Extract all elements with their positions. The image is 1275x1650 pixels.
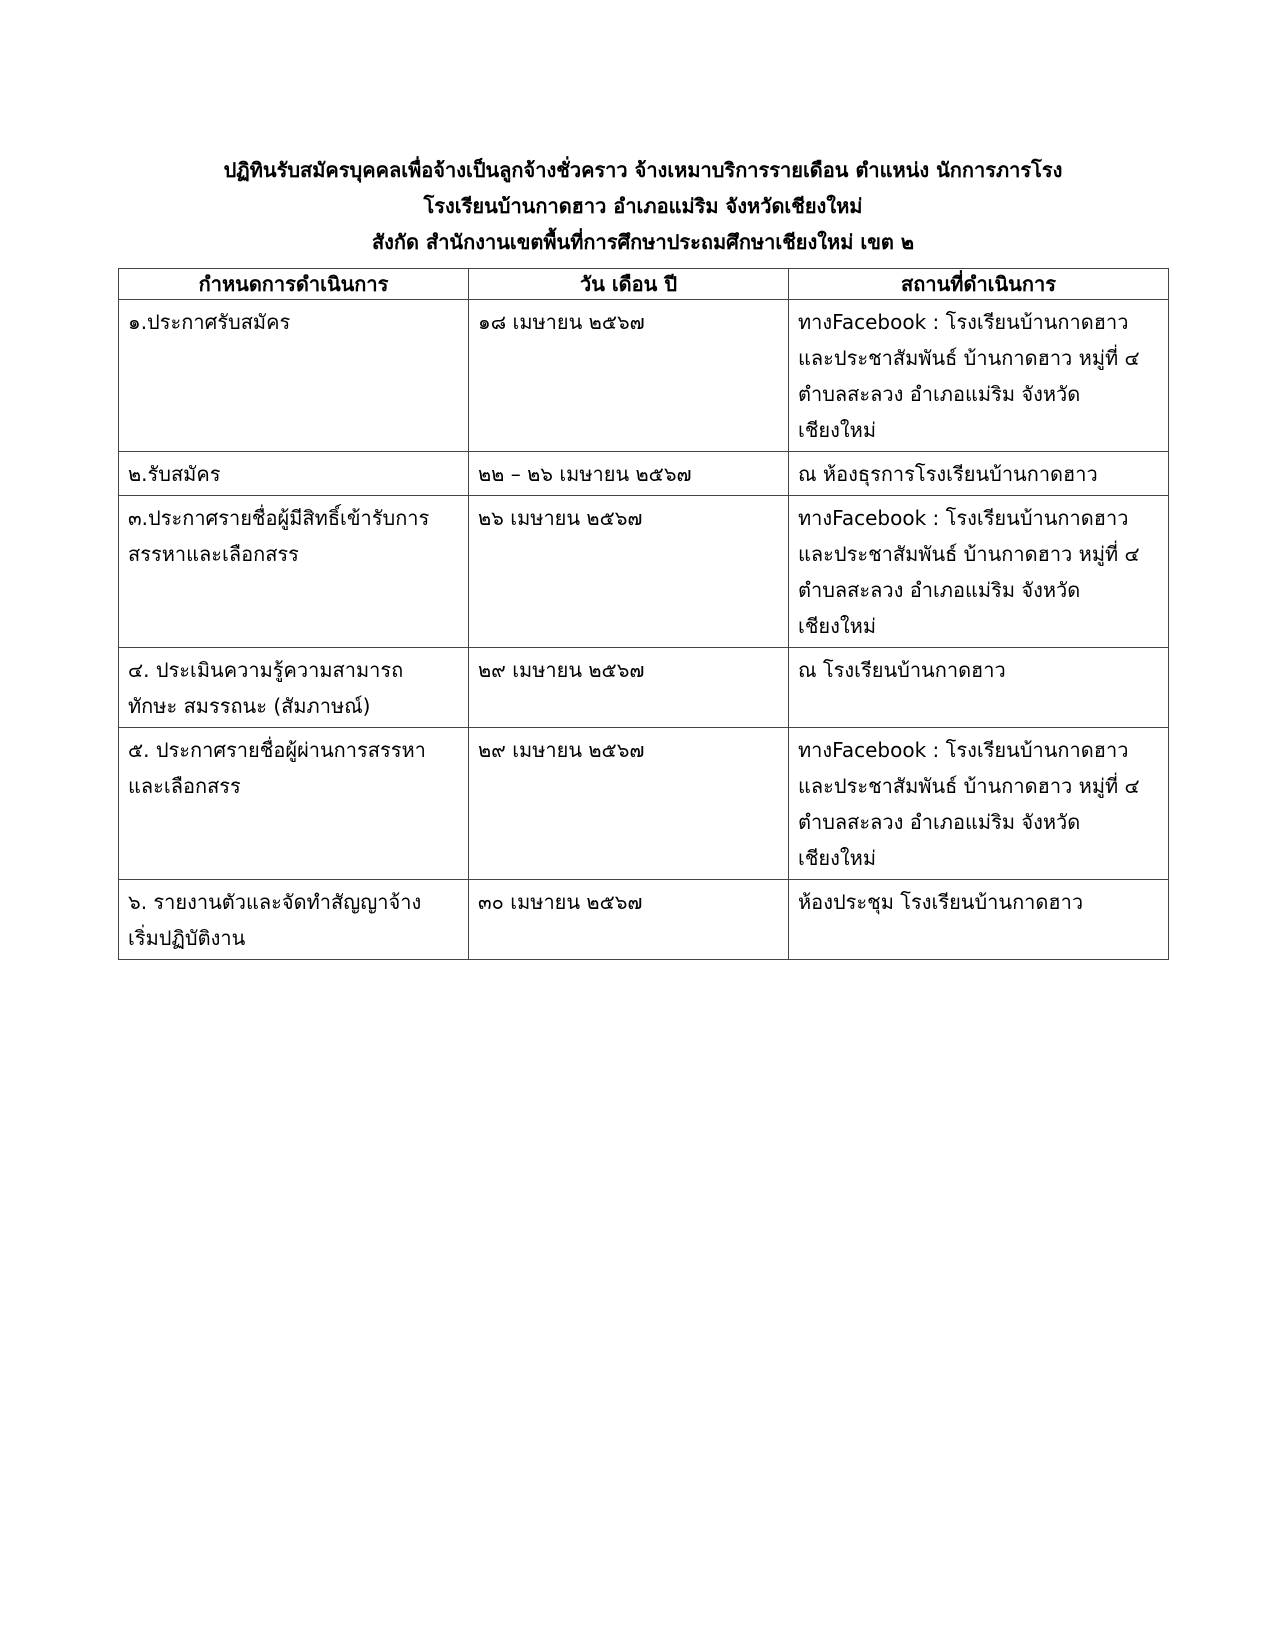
- activity-cell: [119, 300, 469, 452]
- schedule-table: [118, 268, 1169, 960]
- place-cell: [789, 728, 1169, 880]
- activity-cell: [119, 880, 469, 960]
- table-row: [119, 300, 1169, 452]
- place-line: เชียงใหม่: [798, 614, 877, 638]
- place-line: ณ ห้องธุรการโรงเรียนบ้านกาดฮาว: [798, 462, 1098, 486]
- column-header-activity: กำหนดการดำเนินการ: [119, 269, 469, 300]
- date-cell: ๓๐ เมษายน ๒๕๖๗: [469, 880, 789, 960]
- place-line: ทางFacebook : โรงเรียนบ้านกาดฮาว: [798, 506, 1129, 530]
- activity-line: สรรหาและเลือกสรร: [128, 542, 299, 566]
- activity-line: ๖. รายงานตัวและจัดทำสัญญาจ้าง: [128, 890, 422, 914]
- place-cell: [789, 452, 1169, 496]
- activity-cell: [119, 728, 469, 880]
- table-row: [119, 648, 1169, 728]
- activity-line: และเลือกสรร: [128, 774, 241, 798]
- activity-line: ๓.ประกาศรายชื่อผู้มีสิทธิ์เข้ารับการ: [128, 506, 430, 530]
- place-line: ตำบลสะลวง อำเภอแม่ริม จังหวัด: [798, 810, 1081, 834]
- activity-line: เริ่มปฏิบัติงาน: [128, 926, 246, 950]
- title-line-1: ปฏิทินรับสมัครบุคคลเพื่อจ้างเป็นลูกจ้างชั่วคราว จ้างเหมาบริการรายเดือน ตำแหน่ง นักการภารโรง: [223, 158, 1063, 182]
- column-header-place: สถานที่ดำเนินการ: [789, 269, 1169, 300]
- title-line-3: สังกัด สำนักงานเขตพื้นที่การศึกษาประถมศึกษาเชียงใหม่ เขต ๒: [371, 230, 915, 254]
- table-row: [119, 880, 1169, 960]
- activity-line: ทักษะ สมรรถนะ (สัมภาษณ์): [128, 694, 371, 718]
- place-line: ตำบลสะลวง อำเภอแม่ริม จังหวัด: [798, 382, 1081, 406]
- column-header-date: วัน เดือน ปี: [469, 269, 789, 300]
- activity-line: ๔. ประเมินความรู้ความสามารถ: [128, 658, 404, 682]
- table-row: [119, 496, 1169, 648]
- activity-line: ๕. ประกาศรายชื่อผู้ผ่านการสรรหา: [128, 738, 426, 762]
- place-line: เชียงใหม่: [798, 846, 877, 870]
- date-cell: ๒๖ เมษายน ๒๕๖๗: [469, 496, 789, 648]
- activity-cell: [119, 496, 469, 648]
- place-line: ณ โรงเรียนบ้านกาดฮาว: [798, 658, 1006, 682]
- date-cell: ๑๘ เมษายน ๒๕๖๗: [469, 300, 789, 452]
- date-cell: ๒๒ – ๒๖ เมษายน ๒๕๖๗: [469, 452, 789, 496]
- place-line: ห้องประชุม โรงเรียนบ้านกาดฮาว: [798, 890, 1084, 914]
- title-line-2: โรงเรียนบ้านกาดฮาว อำเภอแม่ริม จังหวัดเชียงใหม่: [423, 194, 863, 218]
- place-cell: [789, 300, 1169, 452]
- date-cell: ๒๙ เมษายน ๒๕๖๗: [469, 648, 789, 728]
- table-row: [119, 452, 1169, 496]
- place-cell: [789, 880, 1169, 960]
- activity-line: ๑.ประกาศรับสมัคร: [128, 310, 291, 334]
- place-line: และประชาสัมพันธ์ บ้านกาดฮาว หมู่ที่ ๔: [798, 542, 1140, 566]
- table-header-row: [119, 269, 1169, 300]
- date-cell: ๒๙ เมษายน ๒๕๖๗: [469, 728, 789, 880]
- place-line: ทางFacebook : โรงเรียนบ้านกาดฮาว: [798, 310, 1129, 334]
- activity-line: ๒.รับสมัคร: [128, 462, 221, 486]
- place-cell: [789, 496, 1169, 648]
- table-row: [119, 728, 1169, 880]
- place-cell: [789, 648, 1169, 728]
- place-line: และประชาสัมพันธ์ บ้านกาดฮาว หมู่ที่ ๔: [798, 774, 1140, 798]
- place-line: เชียงใหม่: [798, 418, 877, 442]
- activity-cell: [119, 452, 469, 496]
- activity-cell: [119, 648, 469, 728]
- place-line: ทางFacebook : โรงเรียนบ้านกาดฮาว: [798, 738, 1129, 762]
- document-header: [118, 152, 1168, 260]
- place-line: ตำบลสะลวง อำเภอแม่ริม จังหวัด: [798, 578, 1081, 602]
- place-line: และประชาสัมพันธ์ บ้านกาดฮาว หมู่ที่ ๔: [798, 346, 1140, 370]
